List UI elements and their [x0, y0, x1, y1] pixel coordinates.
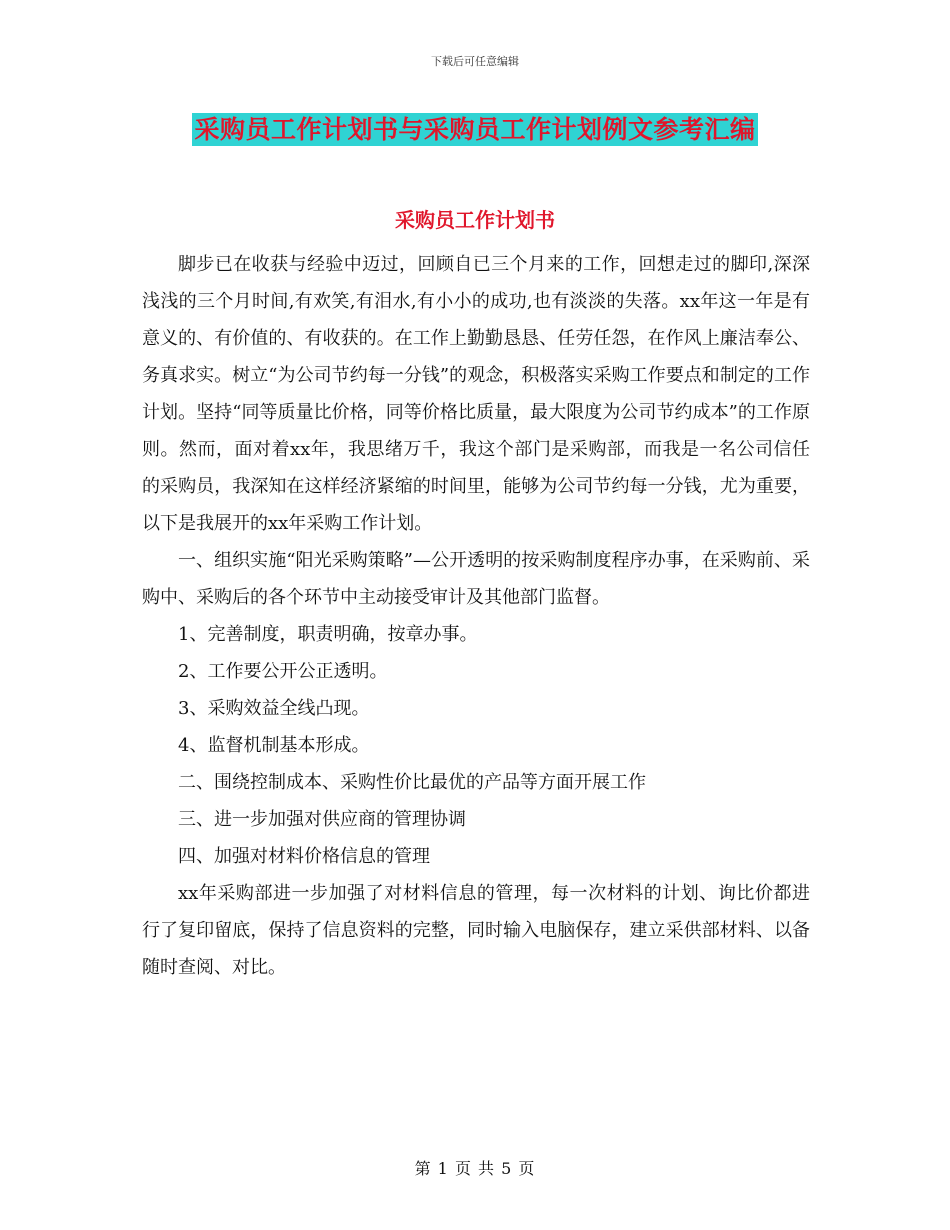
document-title: 采购员工作计划书与采购员工作计划例文参考汇编	[194, 115, 756, 144]
section-heading: 三、进一步加强对供应商的管理协调	[178, 809, 466, 830]
document-title-container	[0, 113, 950, 146]
paragraph: 一、组织实施“阳光采购策略”—公开透明的按采购制度程序办事，在采购前、采购中、采购后的各个环节中主动接受审计及其他部门监督。	[142, 550, 810, 608]
list-item: 3、采购效益全线凸现。	[178, 698, 370, 719]
section-heading: 二、围绕控制成本、采购性价比最优的产品等方面开展工作	[178, 772, 646, 793]
paragraph: 脚步已在收获与经验中迈过，回顾自已三个月来的工作，回想走过的脚印,深深浅浅的三个月时间,有欢笑,有泪水,有小小的成功,也有淡淡的失落。xx年这一年是有意义的、有价值的、有收获的。在工作上勤勤恳恳、任劳任怨，在作风上廉洁奉公、务真求实。树立“为公司节约每一分钱”的观念，积极落实采购工作要点和制定的工作计划。坚持“同等质量比价格，同等价格比质量，最大限度为公司节约成本”的工作原则。然而，面对着xx年，我思绪万千，我这个部门是采购部，而我是一名公司信任的采购员，我深知在这样经济紧缩的时间里，能够为公司节约每一分钱，尤为重要，以下是我展开的xx年采购工作计划。	[142, 254, 810, 534]
document-body	[142, 246, 810, 986]
list-item: 1、完善制度，职责明确，按章办事。	[178, 624, 478, 645]
section-heading: 四、加强对材料价格信息的管理	[178, 846, 430, 867]
section-title: 采购员工作计划书	[395, 208, 555, 232]
list-item: 4、监督机制基本形成。	[178, 735, 370, 756]
paragraph: xx年采购部进一步加强了对材料信息的管理，每一次材料的计划、询比价都进行了复印留底，保持了信息资料的完整，同时输入电脑保存，建立采供部材料、以备随时查阅、对比。	[142, 883, 810, 978]
page-number: 第 1 页 共 5 页	[414, 1159, 536, 1178]
list-item: 2、工作要公开公正透明。	[178, 661, 388, 682]
header-note: 下载后可任意编辑	[431, 55, 519, 68]
